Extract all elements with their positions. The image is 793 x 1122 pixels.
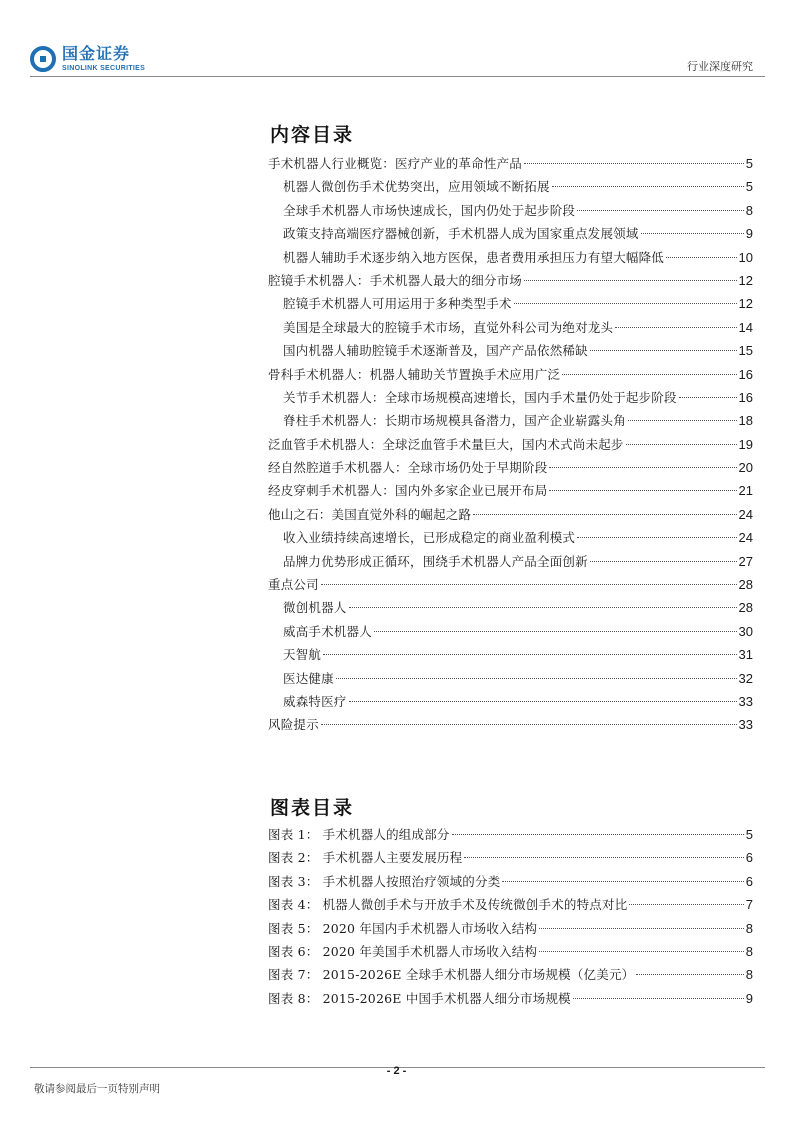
toc-entry-page: 27 — [738, 553, 753, 569]
figure-index-entry-page: 8 — [745, 943, 753, 959]
toc-entry[interactable] — [268, 246, 753, 269]
dotted-leader — [524, 280, 737, 281]
toc-entry-page: 28 — [738, 600, 753, 616]
dotted-leader — [321, 584, 737, 585]
toc-entry[interactable] — [268, 199, 753, 222]
toc-entry-title: 重点公司 — [268, 577, 319, 593]
toc-entry-title: 经皮穿刺手术机器人：国内外多家企业已展开布局 — [268, 483, 548, 499]
toc-list — [268, 152, 753, 737]
figure-index-entry-page: 6 — [745, 850, 753, 866]
toc-entry-page: 32 — [738, 670, 753, 686]
toc-entry-title: 全球手术机器人市场快速成长，国内仍处于起步阶段 — [283, 202, 576, 218]
toc-entry-page: 14 — [738, 319, 753, 335]
toc-entry[interactable] — [268, 292, 753, 315]
toc-entry-page: 20 — [738, 460, 753, 476]
toc-entry-page: 12 — [738, 272, 753, 288]
dotted-leader — [514, 303, 737, 304]
disclaimer-note: 敬请参阅最后一页特别声明 — [34, 1083, 160, 1095]
toc-entry-page: 30 — [738, 623, 753, 639]
toc-entry-title: 威森特医疗 — [283, 693, 347, 709]
dotted-leader — [502, 881, 743, 882]
toc-entry[interactable] — [268, 620, 753, 643]
toc-entry-page: 5 — [745, 179, 753, 195]
figure-index-entry[interactable] — [268, 917, 753, 940]
dotted-leader — [552, 186, 744, 187]
dotted-leader — [629, 904, 743, 905]
figure-index-entry[interactable] — [268, 846, 753, 869]
figure-index-entry[interactable] — [268, 963, 753, 986]
toc-entry[interactable] — [268, 175, 753, 198]
toc-entry[interactable] — [268, 339, 753, 362]
toc-entry[interactable] — [268, 363, 753, 386]
toc-entry[interactable] — [268, 526, 753, 549]
dotted-leader — [336, 678, 737, 679]
toc-entry[interactable] — [268, 596, 753, 619]
toc-entry-page: 5 — [745, 156, 753, 171]
report-type: 行业深度研究 — [687, 60, 753, 73]
toc-entry-title: 美国是全球最大的腔镜手术市场，直觉外科公司为绝对龙头 — [283, 319, 614, 335]
toc-entry[interactable] — [268, 503, 753, 526]
toc-entry-title: 泛血管手术机器人：全球泛血管手术量巨大，国内术式尚未起步 — [268, 436, 624, 452]
dotted-leader — [679, 397, 737, 398]
toc-entry[interactable] — [268, 222, 753, 245]
toc-entry[interactable] — [268, 690, 753, 713]
dotted-leader — [626, 444, 737, 445]
toc-entry-title: 手术机器人行业概览：医疗产业的革命性产品 — [268, 156, 523, 171]
toc-entry-title: 机器人辅助手术逐步纳入地方医保，患者费用承担压力有望大幅降低 — [283, 249, 665, 265]
header-divider — [30, 76, 765, 77]
dotted-leader — [590, 561, 737, 562]
toc-entry-title: 微创机器人 — [283, 600, 347, 616]
dotted-leader — [374, 631, 737, 632]
toc-entry-page: 8 — [745, 202, 753, 218]
dotted-leader — [577, 210, 744, 211]
figure-index-entry[interactable] — [268, 940, 753, 963]
figure-index-entry-title: 图表 8： 2015-2026E 中国手术机器人细分市场规模 — [268, 990, 571, 1006]
dotted-leader — [349, 607, 737, 608]
toc-entry-title: 关节手术机器人：全球市场规模高速增长，国内手术量仍处于起步阶段 — [283, 389, 677, 405]
toc-entry-title: 收入业绩持续高速增长，已形成稳定的商业盈利模式 — [283, 530, 576, 546]
figure-index-entry-page: 9 — [745, 990, 753, 1006]
dotted-leader — [628, 420, 737, 421]
figure-index-entry-page: 8 — [745, 967, 753, 983]
toc-entry-page: 9 — [745, 226, 753, 242]
toc-entry-page: 33 — [738, 717, 753, 733]
toc-entry[interactable] — [268, 667, 753, 690]
dotted-leader — [349, 701, 737, 702]
figure-index-entry-page: 8 — [745, 920, 753, 936]
dotted-leader — [452, 834, 744, 835]
toc-entry-page: 24 — [738, 506, 753, 522]
toc-entry-page: 21 — [738, 483, 753, 499]
toc-entry-title: 品牌力优势形成正循环，围绕手术机器人产品全面创新 — [283, 553, 588, 569]
toc-entry-page: 16 — [738, 366, 753, 382]
toc-entry[interactable] — [268, 316, 753, 339]
toc-entry[interactable] — [268, 433, 753, 456]
dotted-leader — [539, 928, 744, 929]
toc-entry[interactable] — [268, 550, 753, 573]
dotted-leader — [590, 350, 737, 351]
logo-icon — [30, 46, 56, 72]
toc-entry[interactable] — [268, 152, 753, 175]
figure-index-entry-title: 图表 6： 2020 年美国手术机器人市场收入结构 — [268, 943, 538, 959]
dotted-leader — [562, 374, 736, 375]
toc-entry-page: 19 — [738, 436, 753, 452]
figure-index-entry-title: 图表 2： 手术机器人主要发展历程 — [268, 850, 463, 866]
toc-entry[interactable] — [268, 269, 753, 292]
toc-entry-title: 机器人微创伤手术优势突出，应用领域不断拓展 — [283, 179, 550, 195]
page-number: - 2 - — [386, 1065, 407, 1077]
toc-entry[interactable] — [268, 479, 753, 502]
toc-entry-title: 腔镜手术机器人可用运用于多种类型手术 — [283, 296, 512, 312]
company-logo — [30, 46, 145, 72]
toc-entry[interactable] — [268, 386, 753, 409]
toc-entry-title: 他山之石：美国直觉外科的崛起之路 — [268, 506, 472, 522]
toc-entry[interactable] — [268, 456, 753, 479]
toc-entry-page: 10 — [738, 249, 753, 265]
logo-chinese-name: 国金证券 — [62, 44, 131, 63]
figure-index-entry-page: 5 — [745, 827, 753, 842]
figure-index-entry[interactable] — [268, 987, 753, 1010]
toc-entry-page: 18 — [738, 413, 753, 429]
toc-entry-page: 12 — [738, 296, 753, 312]
dotted-leader — [549, 490, 736, 491]
figure-index-entry[interactable] — [268, 870, 753, 893]
figure-index-entry-title: 图表 7： 2015-2026E 全球手术机器人细分市场规模（亿美元） — [268, 967, 635, 983]
dotted-leader — [539, 951, 744, 952]
dotted-leader — [641, 233, 744, 234]
dotted-leader — [615, 327, 736, 328]
toc-entry-page: 16 — [738, 389, 753, 405]
dotted-leader — [666, 257, 737, 258]
dotted-leader — [464, 857, 743, 858]
figure-index-entry-page: 7 — [745, 897, 753, 913]
figure-index-entry-title: 图表 5： 2020 年国内手术机器人市场收入结构 — [268, 920, 538, 936]
toc-entry-page: 28 — [738, 577, 753, 593]
toc-entry[interactable] — [268, 643, 753, 666]
dotted-leader — [549, 467, 736, 468]
toc-entry-title: 腔镜手术机器人：手术机器人最大的细分市场 — [268, 272, 523, 288]
logo-english-name: SINOLINK SECURITIES — [62, 65, 146, 72]
figure-index-entry-page: 6 — [745, 873, 753, 889]
toc-entry[interactable] — [268, 409, 753, 432]
figure-index-entry-title: 图表 3： 手术机器人按照治疗领域的分类 — [268, 873, 501, 889]
toc-entry-page: 31 — [738, 647, 753, 663]
toc-entry-title: 天智航 — [283, 647, 322, 663]
figure-index-entry[interactable] — [268, 823, 753, 846]
toc-entry-page: 15 — [738, 343, 753, 359]
toc-entry-title: 经自然腔道手术机器人：全球市场仍处于早期阶段 — [268, 460, 548, 476]
figure-index-entry-title: 图表 4： 机器人微创手术与开放手术及传统微创手术的特点对比 — [268, 897, 628, 913]
page-header — [30, 40, 765, 80]
toc-entry-title: 风险提示 — [268, 717, 319, 733]
dotted-leader — [321, 724, 737, 725]
dotted-leader — [636, 974, 743, 975]
toc-entry-page: 24 — [738, 530, 753, 546]
toc-entry[interactable] — [268, 573, 753, 596]
toc-heading: 内容目录 — [270, 124, 355, 146]
toc-entry-title: 脊柱手术机器人：长期市场规模具备潜力，国产企业崭露头角 — [283, 413, 626, 429]
dotted-leader — [577, 537, 736, 538]
dotted-leader — [323, 654, 736, 655]
dotted-leader — [573, 998, 744, 999]
toc-entry-title: 骨科手术机器人：机器人辅助关节置换手术应用广泛 — [268, 366, 561, 382]
toc-entry-title: 威高手术机器人 — [283, 623, 372, 639]
dotted-leader — [473, 514, 736, 515]
dotted-leader — [524, 163, 744, 164]
figure-index-heading: 图表目录 — [270, 797, 355, 819]
toc-entry[interactable] — [268, 713, 753, 736]
toc-entry-title: 医达健康 — [283, 670, 334, 686]
toc-entry-title: 政策支持高端医疗器械创新，手术机器人成为国家重点发展领域 — [283, 226, 639, 242]
figure-index-entry-title: 图表 1： 手术机器人的组成部分 — [268, 827, 450, 842]
toc-entry-title: 国内机器人辅助腔镜手术逐渐普及，国产产品依然稀缺 — [283, 343, 588, 359]
figure-index-list — [268, 823, 753, 1010]
toc-entry-page: 33 — [738, 693, 753, 709]
figure-index-entry[interactable] — [268, 893, 753, 916]
